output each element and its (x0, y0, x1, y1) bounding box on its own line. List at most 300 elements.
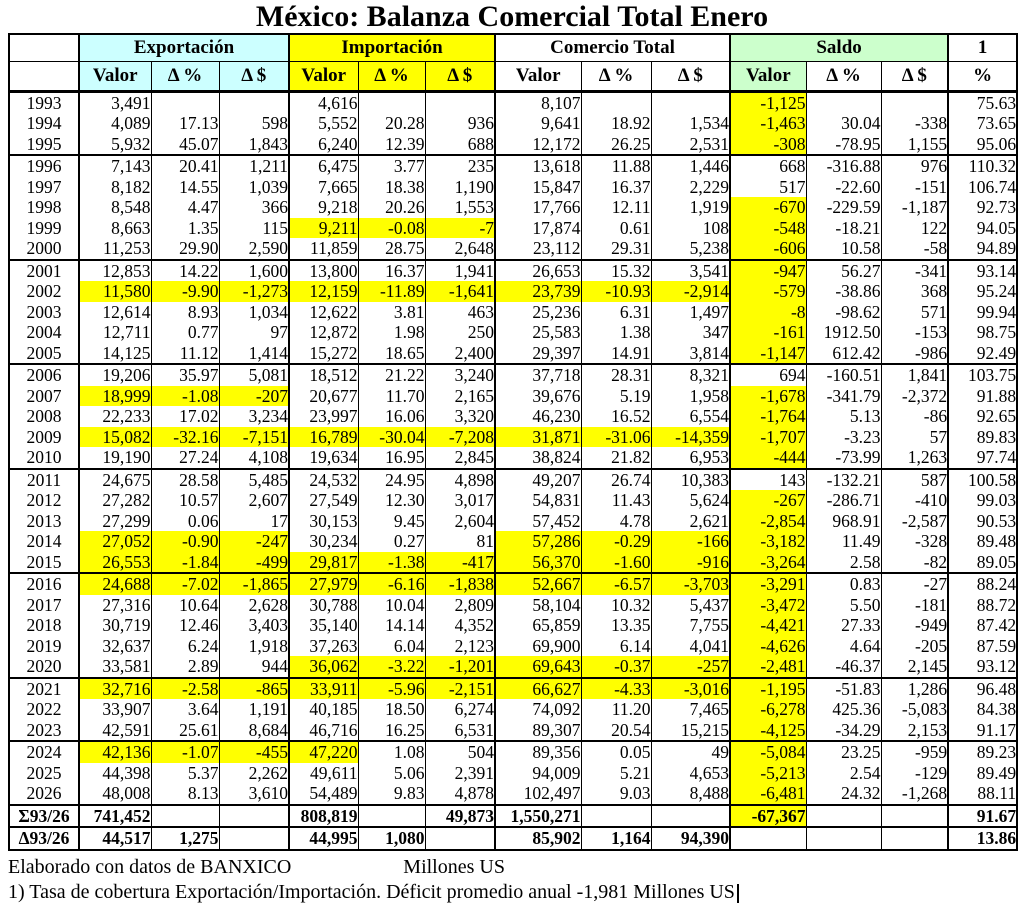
table-row (9, 177, 1017, 198)
cell-comercio-valor: 57,452 (495, 511, 581, 532)
cell-cobertura-pct: 88.11 (948, 783, 1017, 805)
cell-importacion-delta-pct: 9.83 (358, 783, 425, 805)
cell-comercio-delta-usd: 1,497 (651, 302, 730, 323)
cell-saldo-valor: -1,125 (730, 91, 806, 113)
cell-saldo-delta-pct: 5.50 (806, 595, 881, 616)
cell-saldo-delta-pct: -229.59 (806, 197, 881, 218)
cell-exportacion-delta-pct: -7.02 (151, 573, 219, 595)
footer-footnote-line[interactable] (8, 881, 1024, 903)
cell-comercio-delta-pct: 21.82 (581, 447, 651, 469)
table-body (9, 91, 1017, 850)
year-cell: 2001 (9, 260, 79, 282)
table-row (9, 678, 1017, 700)
cell-saldo-delta-usd: -2,372 (881, 386, 948, 407)
cell-saldo-valor: -3,264 (730, 552, 806, 574)
text-cursor (737, 884, 739, 903)
cell-importacion-delta-pct: 3.77 (358, 155, 425, 177)
cell-importacion-delta-pct: 1.98 (358, 322, 425, 343)
units-note: Millones US (403, 855, 505, 878)
cell-cobertura-pct: 88.72 (948, 595, 1017, 616)
cell-importacion-delta-pct: 1.08 (358, 741, 425, 763)
cell-saldo-valor: -579 (730, 281, 806, 302)
cell-exportacion-valor: 11,580 (79, 281, 151, 302)
cell-exportacion-valor: 27,282 (79, 490, 151, 511)
table-row (9, 805, 1017, 828)
cell-importacion-valor: 37,263 (289, 636, 358, 657)
cell-saldo-delta-usd: -5,083 (881, 699, 948, 720)
cell-exportacion-delta-usd: 5,485 (219, 469, 289, 491)
table-row (9, 260, 1017, 282)
cell-exportacion-valor: 27,299 (79, 511, 151, 532)
cell-saldo-delta-pct: 968.91 (806, 511, 881, 532)
year-cell: 1995 (9, 134, 79, 156)
cell-saldo-delta-usd: -82 (881, 552, 948, 574)
cell-comercio-delta-usd: 3,541 (651, 260, 730, 282)
cell-saldo-valor: -1,195 (730, 678, 806, 700)
cell-importacion-delta-pct: 18.65 (358, 343, 425, 365)
cell-saldo-delta-pct: -38.86 (806, 281, 881, 302)
cell-importacion-valor: 20,677 (289, 386, 358, 407)
cell-exportacion-delta-usd (219, 805, 289, 828)
cell-exportacion-valor: 8,182 (79, 177, 151, 198)
cell-comercio-delta-pct (581, 805, 651, 828)
table-row (9, 343, 1017, 365)
table-row (9, 531, 1017, 552)
cell-importacion-delta-usd: 2,604 (425, 511, 495, 532)
cell-comercio-valor: 54,831 (495, 490, 581, 511)
cell-exportacion-delta-pct: 0.77 (151, 322, 219, 343)
cell-comercio-delta-usd: 5,624 (651, 490, 730, 511)
table-row (9, 552, 1017, 574)
cell-exportacion-delta-pct: 5.37 (151, 763, 219, 784)
cell-saldo-delta-pct: -286.71 (806, 490, 881, 511)
subheader-imp-valor: Valor (289, 61, 358, 91)
table-row (9, 197, 1017, 218)
cell-saldo-delta-pct: 11.49 (806, 531, 881, 552)
cell-exportacion-delta-usd: 366 (219, 197, 289, 218)
cell-comercio-delta-usd: 15,215 (651, 720, 730, 742)
cell-cobertura-pct: 94.89 (948, 238, 1017, 260)
cell-saldo-valor: 668 (730, 155, 806, 177)
cell-exportacion-delta-pct (151, 805, 219, 828)
cell-importacion-delta-usd: 81 (425, 531, 495, 552)
cell-comercio-delta-pct: -10.93 (581, 281, 651, 302)
cell-exportacion-delta-usd: 5,081 (219, 364, 289, 386)
cell-saldo-delta-pct: 4.64 (806, 636, 881, 657)
cell-exportacion-delta-pct: 27.24 (151, 447, 219, 469)
year-cell: 1994 (9, 113, 79, 134)
cell-saldo-valor: -3,291 (730, 573, 806, 595)
year-cell: 1993 (9, 91, 79, 113)
cell-saldo-delta-usd: -1,268 (881, 783, 948, 805)
cell-cobertura-pct: 89.49 (948, 763, 1017, 784)
year-cell: 2022 (9, 699, 79, 720)
cell-importacion-delta-pct: 16.06 (358, 406, 425, 427)
cell-exportacion-valor: 19,206 (79, 364, 151, 386)
cell-exportacion-valor: 19,190 (79, 447, 151, 469)
cell-exportacion-valor: 27,316 (79, 595, 151, 616)
cell-comercio-valor: 89,307 (495, 720, 581, 742)
cell-importacion-valor: 7,665 (289, 177, 358, 198)
table-row (9, 469, 1017, 491)
cell-comercio-delta-pct: 0.61 (581, 218, 651, 239)
cell-saldo-delta-pct: -3.23 (806, 427, 881, 448)
cell-comercio-delta-usd: 94,390 (651, 827, 730, 850)
cell-comercio-delta-usd: -14,359 (651, 427, 730, 448)
cell-saldo-delta-usd: -338 (881, 113, 948, 134)
cell-importacion-delta-pct: 24.95 (358, 469, 425, 491)
cell-cobertura-pct: 103.75 (948, 364, 1017, 386)
year-cell: 2021 (9, 678, 79, 700)
cell-comercio-valor: 57,286 (495, 531, 581, 552)
cell-exportacion-delta-pct: -0.90 (151, 531, 219, 552)
cell-exportacion-delta-pct: 8.13 (151, 783, 219, 805)
year-cell: 2023 (9, 720, 79, 742)
table-row (9, 447, 1017, 469)
cell-saldo-delta-usd: 122 (881, 218, 948, 239)
cell-exportacion-delta-pct: 2.89 (151, 656, 219, 678)
cell-saldo-valor: -2,854 (730, 511, 806, 532)
subheader-cobertura-pct: % (948, 61, 1017, 91)
subheader-exp-delta-usd: Δ $ (219, 61, 289, 91)
cell-exportacion-valor: 8,548 (79, 197, 151, 218)
cell-comercio-valor: 65,859 (495, 615, 581, 636)
cell-saldo-valor: -670 (730, 197, 806, 218)
year-cell: 2005 (9, 343, 79, 365)
cell-saldo-delta-usd: -86 (881, 406, 948, 427)
cell-saldo-delta-usd (881, 91, 948, 113)
table-row (9, 720, 1017, 742)
cell-comercio-delta-pct: 10.32 (581, 595, 651, 616)
cell-exportacion-delta-usd: -1,273 (219, 281, 289, 302)
cell-comercio-delta-usd: 108 (651, 218, 730, 239)
table-row (9, 386, 1017, 407)
cell-cobertura-pct: 89.48 (948, 531, 1017, 552)
year-cell: 2012 (9, 490, 79, 511)
cell-importacion-delta-usd: -1,838 (425, 573, 495, 595)
cell-exportacion-delta-pct: 17.02 (151, 406, 219, 427)
cell-cobertura-pct: 89.83 (948, 427, 1017, 448)
cell-importacion-delta-pct: 5.06 (358, 763, 425, 784)
cell-importacion-valor: 5,552 (289, 113, 358, 134)
cell-comercio-delta-pct: -6.57 (581, 573, 651, 595)
cell-importacion-delta-usd (425, 827, 495, 850)
cell-saldo-delta-usd: -205 (881, 636, 948, 657)
cell-exportacion-delta-pct: 14.22 (151, 260, 219, 282)
cell-importacion-delta-pct (358, 91, 425, 113)
cell-exportacion-delta-usd: -865 (219, 678, 289, 700)
cell-importacion-delta-pct: 16.25 (358, 720, 425, 742)
subheader-saldo-delta-pct: Δ % (806, 61, 881, 91)
cell-comercio-valor: 38,824 (495, 447, 581, 469)
footer (8, 856, 1024, 903)
cell-exportacion-delta-pct: 10.57 (151, 490, 219, 511)
cell-saldo-valor: -3,182 (730, 531, 806, 552)
cell-importacion-valor: 19,634 (289, 447, 358, 469)
year-cell: 2007 (9, 386, 79, 407)
cell-importacion-valor: 30,234 (289, 531, 358, 552)
cell-importacion-delta-pct: 11.70 (358, 386, 425, 407)
year-cell: 2016 (9, 573, 79, 595)
cell-comercio-delta-usd: 3,814 (651, 343, 730, 365)
cell-comercio-delta-usd: 5,238 (651, 238, 730, 260)
cell-cobertura-pct: 91.67 (948, 805, 1017, 828)
cell-comercio-delta-pct: -4.33 (581, 678, 651, 700)
cell-exportacion-valor: 27,052 (79, 531, 151, 552)
table-row (9, 511, 1017, 532)
subheader-ct-delta-pct: Δ % (581, 61, 651, 91)
year-cell: Δ93/26 (9, 827, 79, 850)
cell-saldo-valor: -161 (730, 322, 806, 343)
cell-importacion-valor: 6,475 (289, 155, 358, 177)
cell-exportacion-valor: 22,233 (79, 406, 151, 427)
cell-exportacion-delta-pct: 17.13 (151, 113, 219, 134)
cell-exportacion-valor: 33,581 (79, 656, 151, 678)
year-cell: 2002 (9, 281, 79, 302)
cell-importacion-delta-pct: 18.50 (358, 699, 425, 720)
cell-exportacion-delta-pct: 28.58 (151, 469, 219, 491)
year-cell: 2019 (9, 636, 79, 657)
cell-importacion-delta-usd: -7,208 (425, 427, 495, 448)
cell-importacion-delta-pct: 10.04 (358, 595, 425, 616)
cell-comercio-valor: 9,641 (495, 113, 581, 134)
cell-saldo-delta-usd: 1,155 (881, 134, 948, 156)
cell-importacion-delta-usd: 4,352 (425, 615, 495, 636)
cell-comercio-delta-usd: 8,488 (651, 783, 730, 805)
cell-comercio-delta-usd: -257 (651, 656, 730, 678)
cell-cobertura-pct: 110.32 (948, 155, 1017, 177)
year-cell: 2013 (9, 511, 79, 532)
cell-saldo-valor: 694 (730, 364, 806, 386)
cell-exportacion-valor: 42,591 (79, 720, 151, 742)
cell-comercio-valor: 66,627 (495, 678, 581, 700)
cell-importacion-delta-usd: 1,190 (425, 177, 495, 198)
cell-comercio-valor: 94,009 (495, 763, 581, 784)
year-cell: Σ93/26 (9, 805, 79, 828)
cell-comercio-delta-pct: 5.19 (581, 386, 651, 407)
year-cell: 2026 (9, 783, 79, 805)
cell-comercio-delta-usd: 49 (651, 741, 730, 763)
cell-importacion-valor: 30,153 (289, 511, 358, 532)
cell-exportacion-delta-usd: 1,191 (219, 699, 289, 720)
cell-cobertura-pct: 87.59 (948, 636, 1017, 657)
cell-saldo-valor: -4,421 (730, 615, 806, 636)
table-row (9, 134, 1017, 156)
cell-importacion-delta-usd: 4,898 (425, 469, 495, 491)
cell-saldo-delta-usd: 2,145 (881, 656, 948, 678)
cell-saldo-delta-pct: 23.25 (806, 741, 881, 763)
cell-cobertura-pct: 99.03 (948, 490, 1017, 511)
cell-comercio-delta-pct: 11.20 (581, 699, 651, 720)
cell-exportacion-delta-usd: 944 (219, 656, 289, 678)
cell-saldo-delta-usd (881, 805, 948, 828)
cell-importacion-delta-pct: 18.38 (358, 177, 425, 198)
year-cell: 2010 (9, 447, 79, 469)
cell-saldo-delta-pct: -51.83 (806, 678, 881, 700)
table-row (9, 364, 1017, 386)
cell-cobertura-pct: 91.17 (948, 720, 1017, 742)
cell-importacion-delta-usd: 49,873 (425, 805, 495, 828)
cell-exportacion-delta-pct: 12.46 (151, 615, 219, 636)
table-row (9, 656, 1017, 678)
cell-importacion-delta-pct: 20.28 (358, 113, 425, 134)
cell-exportacion-delta-usd: 1,843 (219, 134, 289, 156)
cell-importacion-delta-pct: -6.16 (358, 573, 425, 595)
cell-exportacion-valor: 24,688 (79, 573, 151, 595)
cell-importacion-valor: 27,549 (289, 490, 358, 511)
cell-comercio-delta-pct: 26.25 (581, 134, 651, 156)
cell-saldo-delta-pct: -22.60 (806, 177, 881, 198)
cell-saldo-delta-pct: 2.54 (806, 763, 881, 784)
cell-exportacion-valor: 12,711 (79, 322, 151, 343)
cell-importacion-delta-usd: -2,151 (425, 678, 495, 700)
cell-comercio-delta-pct: 26.74 (581, 469, 651, 491)
cell-saldo-valor: -1,707 (730, 427, 806, 448)
cell-comercio-delta-pct: -31.06 (581, 427, 651, 448)
table-row (9, 218, 1017, 239)
table-row (9, 113, 1017, 134)
cell-comercio-valor: 26,653 (495, 260, 581, 282)
cell-importacion-valor: 33,911 (289, 678, 358, 700)
cell-comercio-delta-pct: -0.37 (581, 656, 651, 678)
cell-saldo-delta-usd (881, 827, 948, 850)
cell-importacion-delta-usd: 250 (425, 322, 495, 343)
year-cell: 2024 (9, 741, 79, 763)
cell-saldo-delta-pct: 1912.50 (806, 322, 881, 343)
year-cell: 2004 (9, 322, 79, 343)
cell-saldo-delta-usd: -410 (881, 490, 948, 511)
cell-saldo-delta-usd: -2,587 (881, 511, 948, 532)
cell-exportacion-valor: 42,136 (79, 741, 151, 763)
cell-importacion-valor: 6,240 (289, 134, 358, 156)
cell-exportacion-delta-pct: 1.35 (151, 218, 219, 239)
header-note-1: 1 (948, 34, 1017, 61)
cell-saldo-delta-pct: 10.58 (806, 238, 881, 260)
cell-importacion-valor: 15,272 (289, 343, 358, 365)
cell-comercio-delta-pct: 14.91 (581, 343, 651, 365)
cell-cobertura-pct: 87.42 (948, 615, 1017, 636)
cell-comercio-delta-pct: -0.29 (581, 531, 651, 552)
cell-importacion-valor: 9,218 (289, 197, 358, 218)
cell-cobertura-pct: 106.74 (948, 177, 1017, 198)
cell-comercio-delta-pct: 20.54 (581, 720, 651, 742)
cell-comercio-delta-usd: 6,953 (651, 447, 730, 469)
cell-comercio-delta-usd: -3,016 (651, 678, 730, 700)
cell-importacion-delta-usd: 3,240 (425, 364, 495, 386)
cell-comercio-delta-usd: 8,321 (651, 364, 730, 386)
cell-saldo-delta-pct: 0.83 (806, 573, 881, 595)
footer-source-line[interactable] (8, 856, 1024, 878)
cell-exportacion-delta-pct: 20.41 (151, 155, 219, 177)
cell-importacion-delta-pct: 0.27 (358, 531, 425, 552)
table-row (9, 427, 1017, 448)
table-row (9, 783, 1017, 805)
cell-comercio-valor: 23,739 (495, 281, 581, 302)
year-cell: 1997 (9, 177, 79, 198)
cell-exportacion-valor: 44,398 (79, 763, 151, 784)
sub-header-row (9, 61, 1017, 91)
cell-comercio-delta-pct: 29.31 (581, 238, 651, 260)
cell-cobertura-pct: 13.86 (948, 827, 1017, 850)
cell-cobertura-pct: 96.48 (948, 678, 1017, 700)
cell-importacion-delta-usd: -417 (425, 552, 495, 574)
cell-importacion-delta-pct: -1.38 (358, 552, 425, 574)
cell-comercio-valor: 12,172 (495, 134, 581, 156)
cell-saldo-valor: -67,367 (730, 805, 806, 828)
cell-comercio-valor: 58,104 (495, 595, 581, 616)
cell-saldo-valor: -308 (730, 134, 806, 156)
cell-importacion-delta-usd: 2,123 (425, 636, 495, 657)
cell-exportacion-delta-pct: -32.16 (151, 427, 219, 448)
year-cell: 2009 (9, 427, 79, 448)
cell-saldo-delta-usd: 2,153 (881, 720, 948, 742)
cell-saldo-valor: -1,764 (730, 406, 806, 427)
year-cell: 2017 (9, 595, 79, 616)
cell-saldo-delta-usd: -153 (881, 322, 948, 343)
cell-exportacion-delta-pct: -2.58 (151, 678, 219, 700)
cell-comercio-delta-usd: 1,919 (651, 197, 730, 218)
cell-exportacion-delta-pct: 6.24 (151, 636, 219, 657)
cell-saldo-valor: -6,278 (730, 699, 806, 720)
cell-exportacion-delta-usd: 3,234 (219, 406, 289, 427)
cell-saldo-delta-pct (806, 827, 881, 850)
cell-comercio-valor: 15,847 (495, 177, 581, 198)
cell-saldo-delta-usd: -58 (881, 238, 948, 260)
cell-exportacion-valor: 741,452 (79, 805, 151, 828)
cell-exportacion-delta-pct: 29.90 (151, 238, 219, 260)
cell-exportacion-delta-usd: 2,628 (219, 595, 289, 616)
cell-importacion-delta-usd: 688 (425, 134, 495, 156)
cell-importacion-valor: 40,185 (289, 699, 358, 720)
cell-comercio-delta-pct: 28.31 (581, 364, 651, 386)
cell-saldo-valor: -4,125 (730, 720, 806, 742)
cell-exportacion-delta-usd: 4,108 (219, 447, 289, 469)
cell-saldo-delta-pct (806, 91, 881, 113)
cell-saldo-valor: -8 (730, 302, 806, 323)
cell-exportacion-valor: 12,614 (79, 302, 151, 323)
cell-exportacion-valor: 11,253 (79, 238, 151, 260)
cell-importacion-delta-usd: 6,274 (425, 699, 495, 720)
cell-exportacion-delta-pct: -9.90 (151, 281, 219, 302)
cell-comercio-delta-pct: 11.43 (581, 490, 651, 511)
cell-comercio-valor: 37,718 (495, 364, 581, 386)
cell-importacion-delta-usd: 2,809 (425, 595, 495, 616)
cell-exportacion-valor: 15,082 (79, 427, 151, 448)
cell-exportacion-delta-pct: 14.55 (151, 177, 219, 198)
cell-saldo-delta-pct: -98.62 (806, 302, 881, 323)
cell-cobertura-pct: 89.23 (948, 741, 1017, 763)
table-row (9, 490, 1017, 511)
year-cell: 2020 (9, 656, 79, 678)
cell-comercio-delta-usd: 4,041 (651, 636, 730, 657)
cell-comercio-delta-usd: -916 (651, 552, 730, 574)
cell-comercio-valor: 23,112 (495, 238, 581, 260)
cell-exportacion-delta-usd: 1,039 (219, 177, 289, 198)
cell-comercio-delta-pct: 5.21 (581, 763, 651, 784)
corner-cell (9, 34, 79, 61)
cell-exportacion-delta-usd: -7,151 (219, 427, 289, 448)
cell-comercio-delta-pct: 0.05 (581, 741, 651, 763)
cell-saldo-valor: -947 (730, 260, 806, 282)
cell-importacion-delta-usd: -1,201 (425, 656, 495, 678)
cell-comercio-delta-usd: 7,465 (651, 699, 730, 720)
cell-importacion-delta-pct: -11.89 (358, 281, 425, 302)
cell-importacion-valor: 24,532 (289, 469, 358, 491)
cell-cobertura-pct: 94.05 (948, 218, 1017, 239)
cell-importacion-valor: 30,788 (289, 595, 358, 616)
page-title: México: Balanza Comercial Total Enero (255, 0, 769, 33)
table-row (9, 763, 1017, 784)
